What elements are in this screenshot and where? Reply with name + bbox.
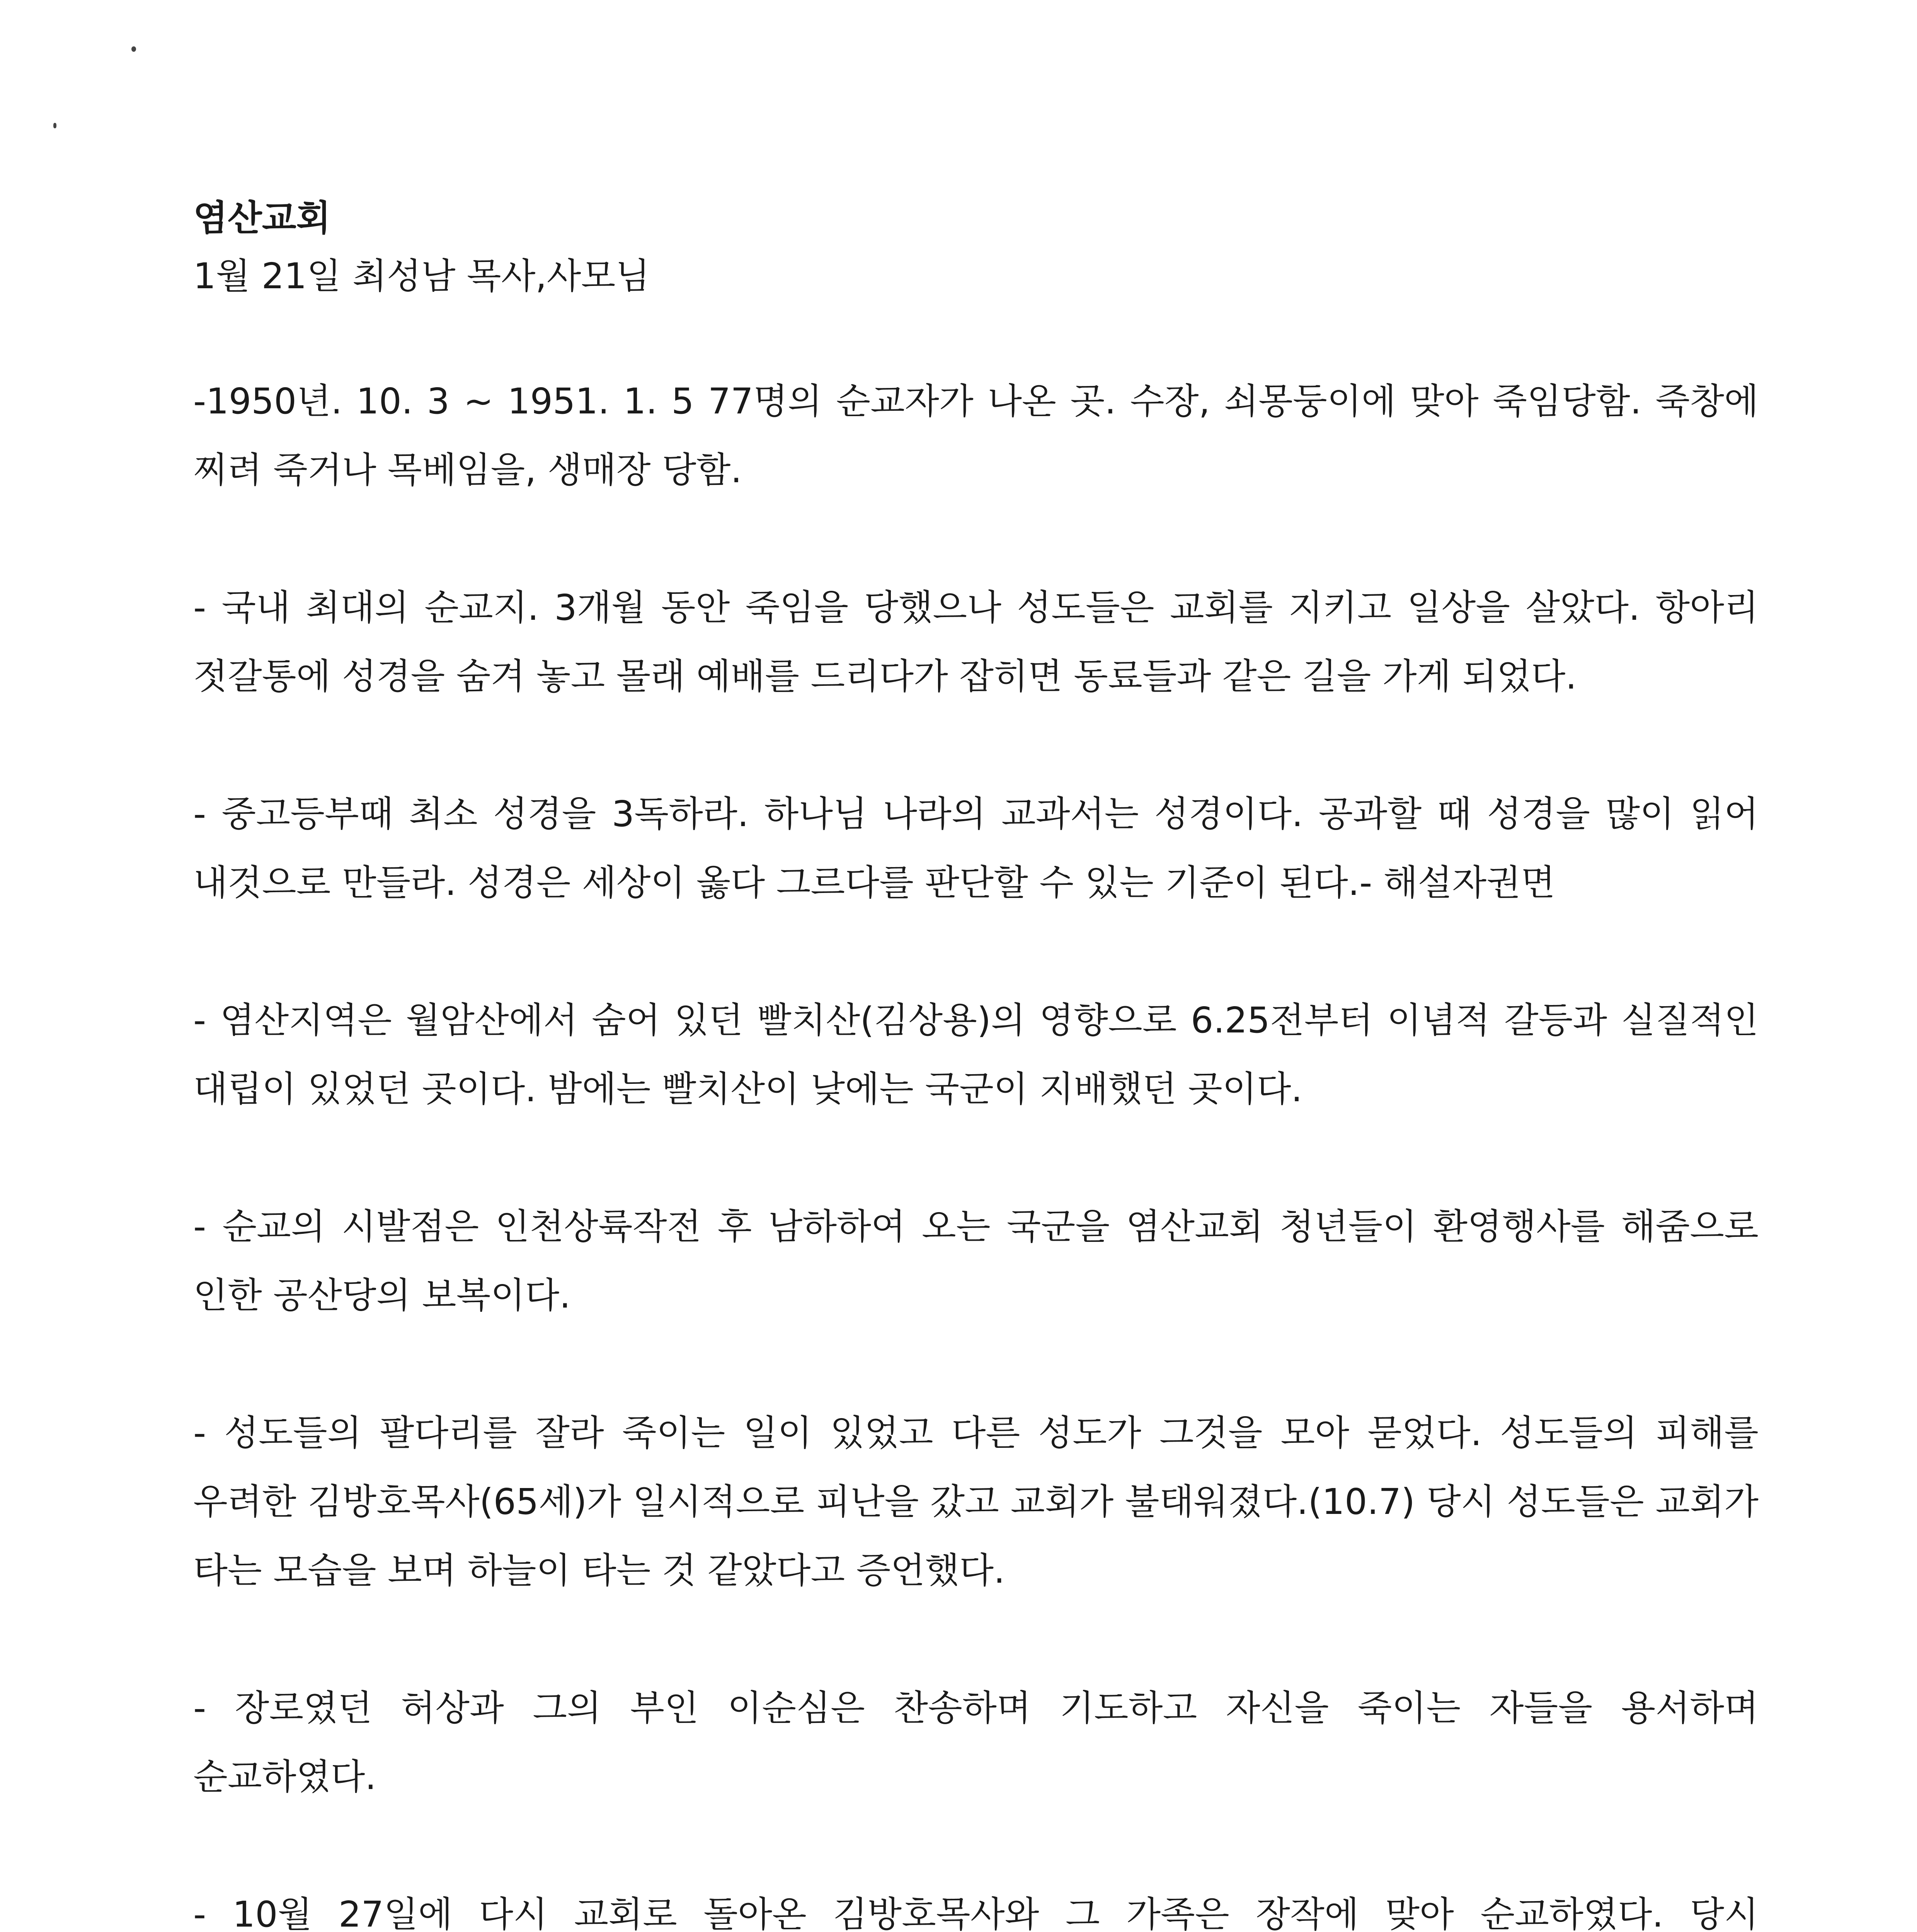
paragraph: - 순교의 시발점은 인천상륙작전 후 남하하여 오는 국군을 염산교회 청년들이 환영행사를 해줌으로 인한 공산당의 보복이다. — [193, 1206, 1759, 1316]
paragraph: - 중고등부때 최소 성경을 3독하라. 하나님 나라의 교과서는 성경이다. 공과할 때 성경을 많이 읽어 내것으로 만들라. 성경은 세상이 옳다 그르다를 판단할 수 있는 기준이 된다.- 해설자권면 — [193, 793, 1759, 903]
paragraph: - 염산지역은 월암산에서 숨어 있던 빨치산(김상용)의 영향으로 6.25전부터 이념적 갈등과 실질적인 대립이 있었던 곳이다. 밤에는 빨치산이 낮에는 국군이 지배했던 곳이다. — [193, 1000, 1759, 1110]
paragraph: - 장로였던 허상과 그의 부인 이순심은 찬송하며 기도하고 자신을 죽이는 자들을 용서하며 순교하였다. — [193, 1687, 1759, 1798]
paragraph: - 성도들의 팔다리를 잘라 죽이는 일이 있었고 다른 성도가 그것을 모아 묻었다. 성도들의 피해를 우려한 김방호목사(65세)가 일시적으로 피난을 갔고 교회가 불태워졌다.(10.7) 당시 성도들은 교회가 타는 모습을 보며 하늘이 타는 것 같았다고 증언했다. — [193, 1412, 1759, 1591]
scan-speck — [53, 123, 56, 128]
paragraph: - 10월 27일에 다시 교회로 돌아온 김방호목사와 그 가족은 장작에 맞아 순교하였다. 당시 — [193, 1894, 1759, 1932]
paragraph: -1950년. 10. 3 ~ 1951. 1. 5 77명의 순교자가 나온 곳. 수장, 쇠몽둥이에 맞아 죽임당함. 죽창에 찌려 죽거나 목베임을, 생매장 당함. — [193, 381, 1759, 491]
document-body — [193, 189, 1759, 1932]
scan-speck — [131, 46, 136, 52]
paragraph: - 국내 최대의 순교지. 3개월 동안 죽임을 당했으나 성도들은 교회를 지키고 일상을 살았다. 항아리 젓갈통에 성경을 숨겨 놓고 몰래 예배를 드리다가 잡히면 동료들과 같은 길을 가게 되었다. — [193, 587, 1759, 697]
document-subtitle: 1월 21일 최성남 목사,사모님 — [193, 255, 650, 297]
document-title: 염산교회 — [193, 197, 331, 239]
